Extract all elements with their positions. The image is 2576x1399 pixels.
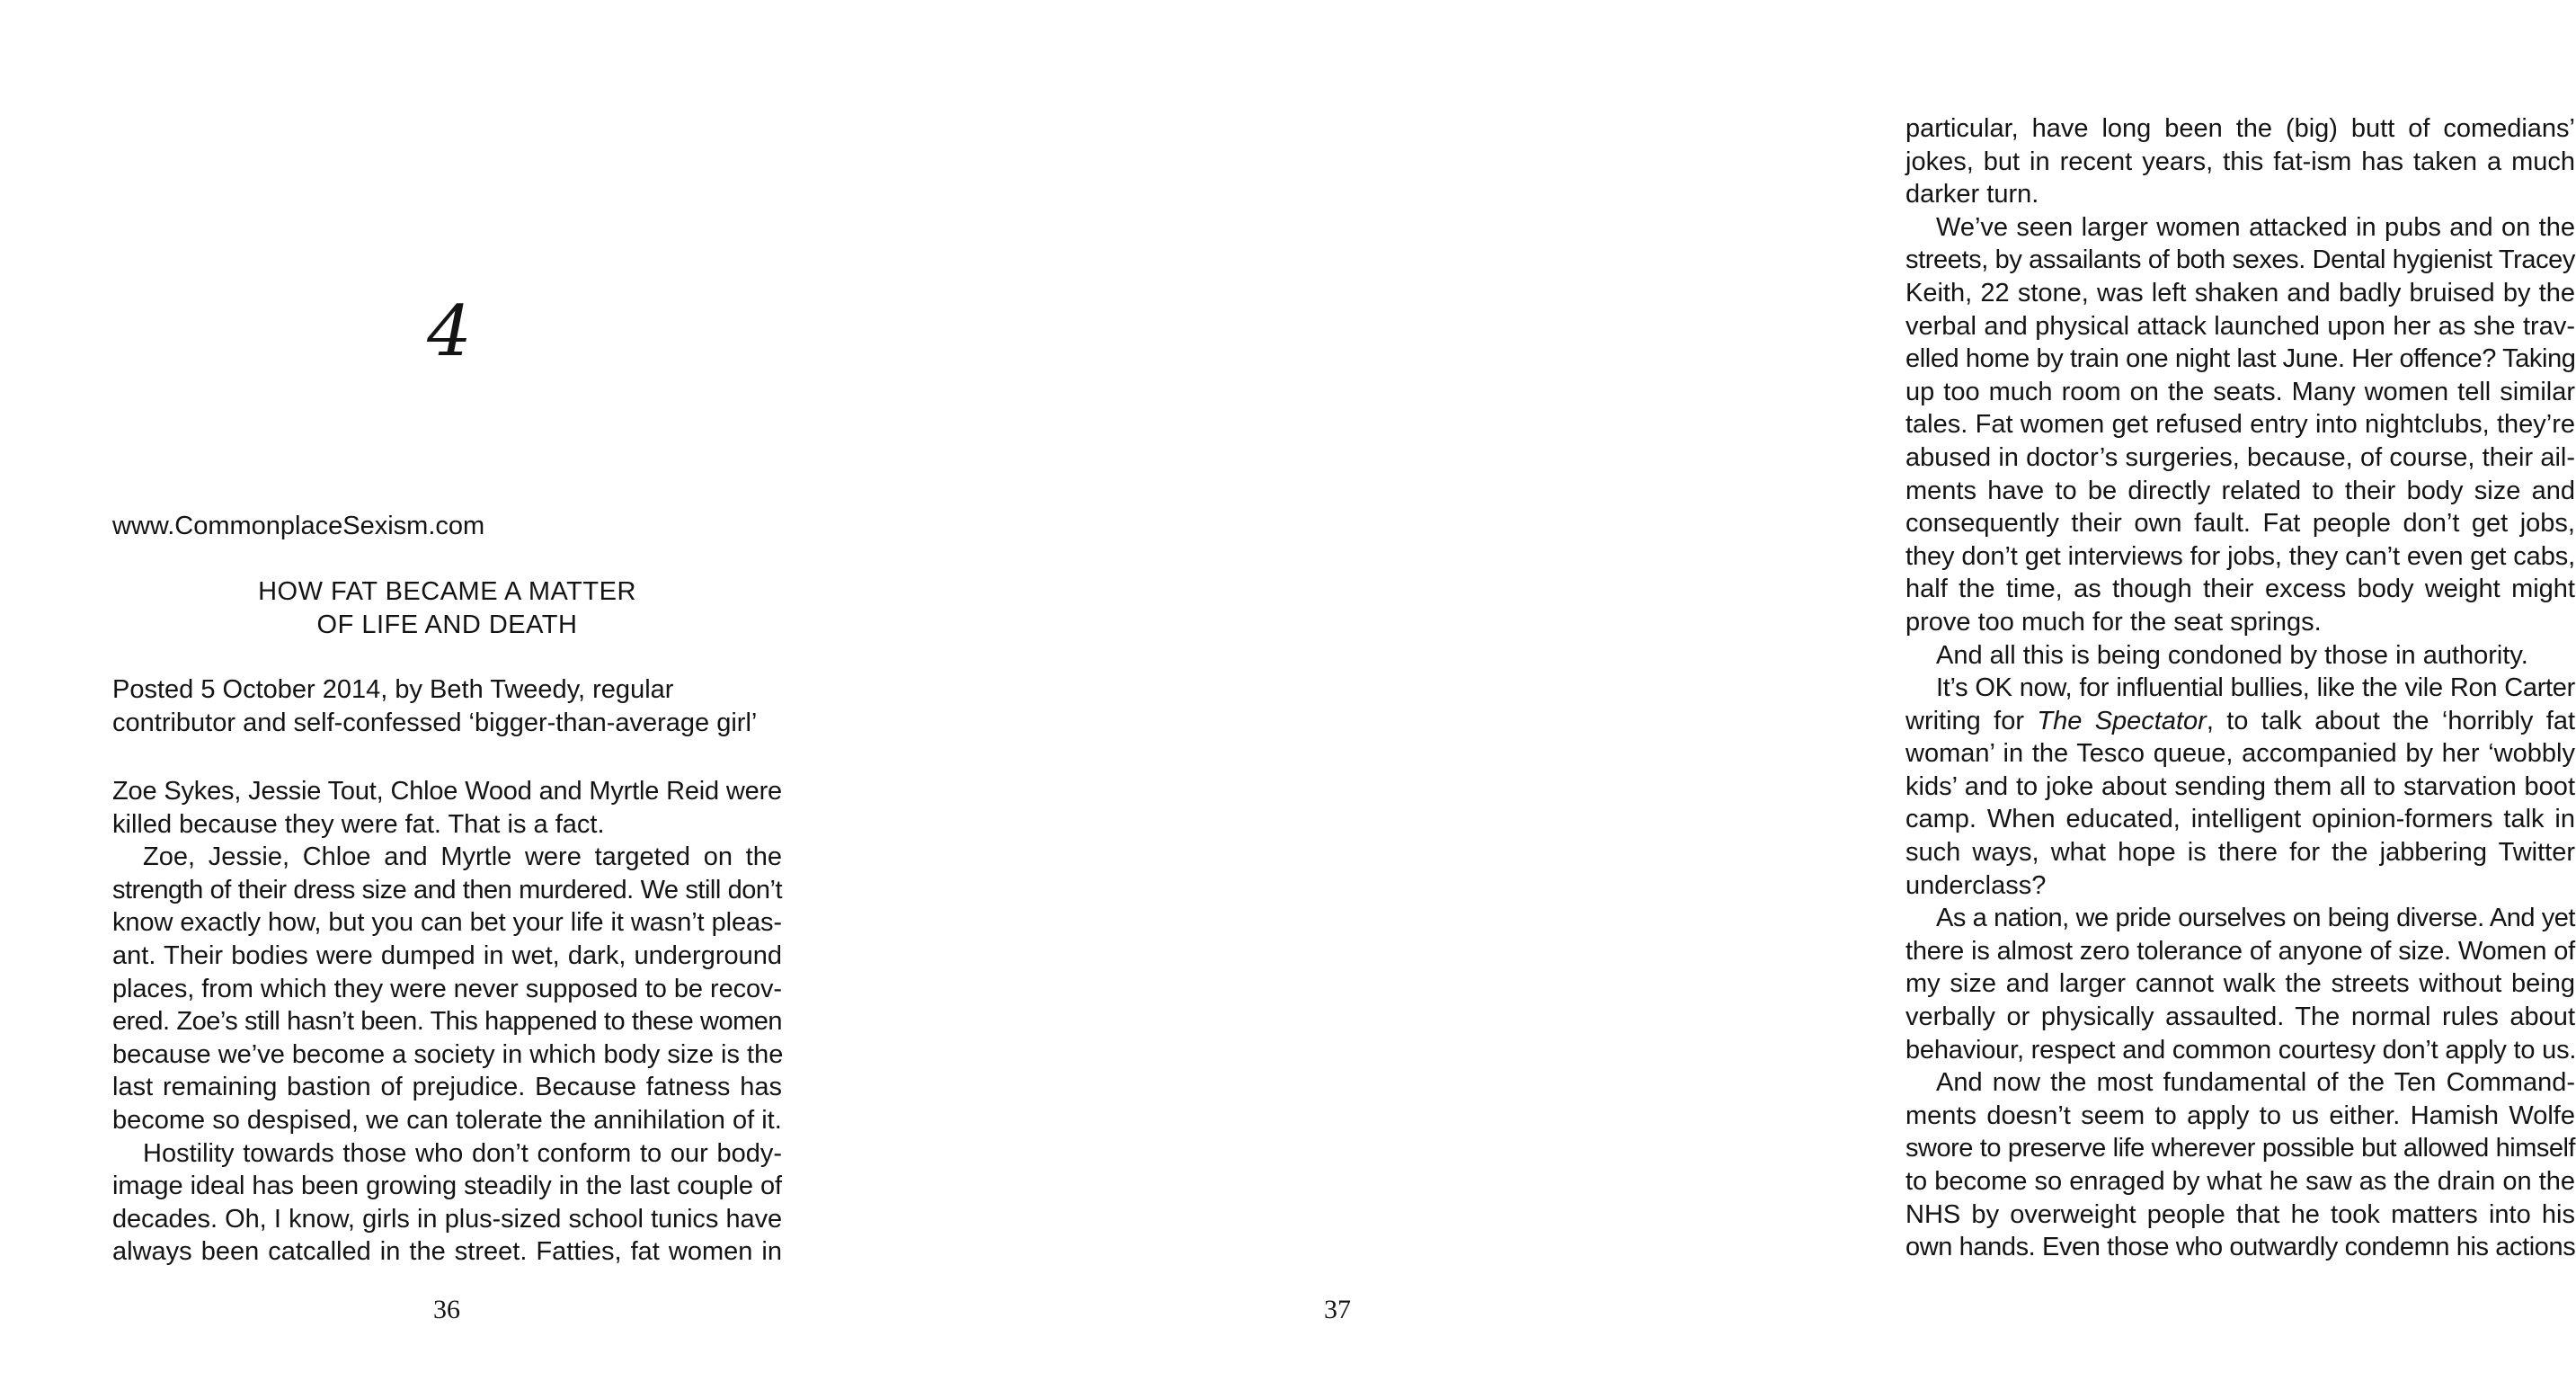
- text-line: prove too much for the seat springs.: [1905, 607, 2322, 637]
- text-line: ments have to be directly related to their body size and: [1905, 476, 2575, 505]
- text-line: verbally or physically assaulted. The normal rules about: [1905, 1002, 2575, 1032]
- text-line: kids’ and to joke about sending them all to starvation boot: [1905, 771, 2575, 801]
- article-title-line: HOW FAT BECAME A MATTER: [258, 577, 636, 606]
- text-line: It’s OK now, for influential bullies, like the vile Ron Carter: [1936, 673, 2575, 703]
- text-line: Zoe Sykes, Jessie Tout, Chloe Wood and Myrtle Reid were: [112, 777, 782, 806]
- page-number: 37: [1324, 1295, 1351, 1324]
- text-line: they don’t get interviews for jobs, they can’t even get cabs,: [1905, 541, 2576, 571]
- text-line: always been catcalled in the street. Fatties, fat women in: [112, 1237, 782, 1267]
- text-line: jokes, but in recent years, this fat-ism has taken a much: [1905, 147, 2575, 176]
- text-line: abused in doctor’s surgeries, because, of course, their ail-: [1905, 442, 2575, 472]
- text-line: image ideal has been growing steadily in the last couple of: [112, 1172, 782, 1201]
- byline-line: Posted 5 October 2014, by Beth Tweedy, regular: [112, 675, 674, 704]
- text-line: such ways, what hope is there for the jabbering Twitter: [1905, 838, 2575, 868]
- text-line: tales. Fat women get refused entry into nightclubs, they’re: [1905, 410, 2575, 440]
- left-body-text: [112, 775, 782, 1269]
- byline-line: contributor and self-confessed ‘bigger-than-average girl’: [112, 708, 758, 737]
- text-line: We’ve seen larger women attacked in pubs and on the: [1936, 212, 2575, 242]
- text-line: NHS by overweight people that he took matters into his: [1905, 1199, 2575, 1229]
- text-line: As a nation, we pride ourselves on being diverse. And yet: [1936, 904, 2575, 933]
- right-page: [899, 0, 2576, 1399]
- text-line: writing for The Spectator, to talk about the ‘horribly fat: [1905, 706, 2575, 735]
- text-line: particular, have long been the (big) butt of comedians’: [1905, 114, 2575, 143]
- text-line: strength of their dress size and then murdered. We still don’t: [112, 875, 782, 904]
- text-line: elled home by train one night last June. Her offence? Taking: [1905, 344, 2576, 374]
- text-line: streets, by assailants of both sexes. Dental hygienist Tracey: [1905, 245, 2575, 275]
- site-url: www.CommonplaceSexism.com: [112, 512, 485, 540]
- text-line: And all this is being condoned by those in authority.: [1936, 640, 2528, 670]
- text-line: ments doesn’t seem to apply to us either. Hamish Wolfe: [1905, 1100, 2575, 1130]
- text-line: Keith, 22 stone, was left shaken and badly bruised by the: [1905, 278, 2575, 307]
- text-line: because we’ve become a society in which body size is the: [112, 1039, 784, 1069]
- text-line: become so despised, we can tolerate the annihilation of it.: [112, 1105, 782, 1135]
- text-line: my size and larger cannot walk the streets without being: [1905, 969, 2575, 999]
- text-line: up too much room on the seats. Many women tell similar: [1905, 377, 2575, 406]
- left-page: [0, 0, 899, 1399]
- text-line: ered. Zoe’s still hasn’t been. This happened to these women: [112, 1007, 782, 1037]
- text-line: own hands. Even those who outwardly condemn his actions: [1905, 1233, 2576, 1262]
- text-line: decades. Oh, I know, girls in plus-sized school tunics have: [112, 1204, 782, 1234]
- text-line: And now the most fundamental of the Ten Command-: [1936, 1068, 2575, 1098]
- text-line: half the time, as though their excess body weight might: [1905, 575, 2575, 604]
- chapter-number: 4: [427, 291, 472, 372]
- text-line: there is almost zero tolerance of anyone of size. Women of: [1905, 936, 2575, 966]
- text-line: Hostility towards those who don’t conform to our body-: [143, 1138, 782, 1168]
- text-line: underclass?: [1905, 870, 2047, 900]
- text-line: consequently their own fault. Fat people don’t get jobs,: [1905, 509, 2575, 539]
- page-number: 36: [433, 1295, 460, 1324]
- text-line: know exactly how, but you can bet your life it wasn’t pleas-: [112, 908, 782, 938]
- text-line: woman’ in the Tesco queue, accompanied by her ‘wobbly: [1905, 739, 2575, 769]
- text-line: killed because they were fat. That is a fact.: [112, 809, 605, 839]
- text-line: behaviour, respect and common courtesy don’t apply to us.: [1905, 1035, 2576, 1065]
- text-line: darker turn.: [1905, 180, 2039, 209]
- text-line: Zoe, Jessie, Chloe and Myrtle were targeted on the: [143, 842, 782, 872]
- text-line: verbal and physical attack launched upon her as she trav-: [1905, 311, 2575, 341]
- text-line: ant. Their bodies were dumped in wet, dark, underground: [112, 940, 782, 970]
- text-line: last remaining bastion of prejudice. Because fatness has: [112, 1073, 782, 1102]
- text-line: swore to preserve life wherever possible but allowed himself: [1905, 1134, 2575, 1163]
- text-line: places, from which they were never supposed to be recov-: [112, 974, 782, 1003]
- byline: [112, 673, 782, 740]
- right-body-text: [1905, 112, 2575, 1264]
- article-title: [112, 575, 782, 642]
- text-line: camp. When educated, intelligent opinion-formers talk in: [1905, 805, 2575, 834]
- article-title-line: OF LIFE AND DEATH: [316, 610, 578, 639]
- text-line: to become so enraged by what he saw as the drain on the: [1905, 1167, 2575, 1196]
